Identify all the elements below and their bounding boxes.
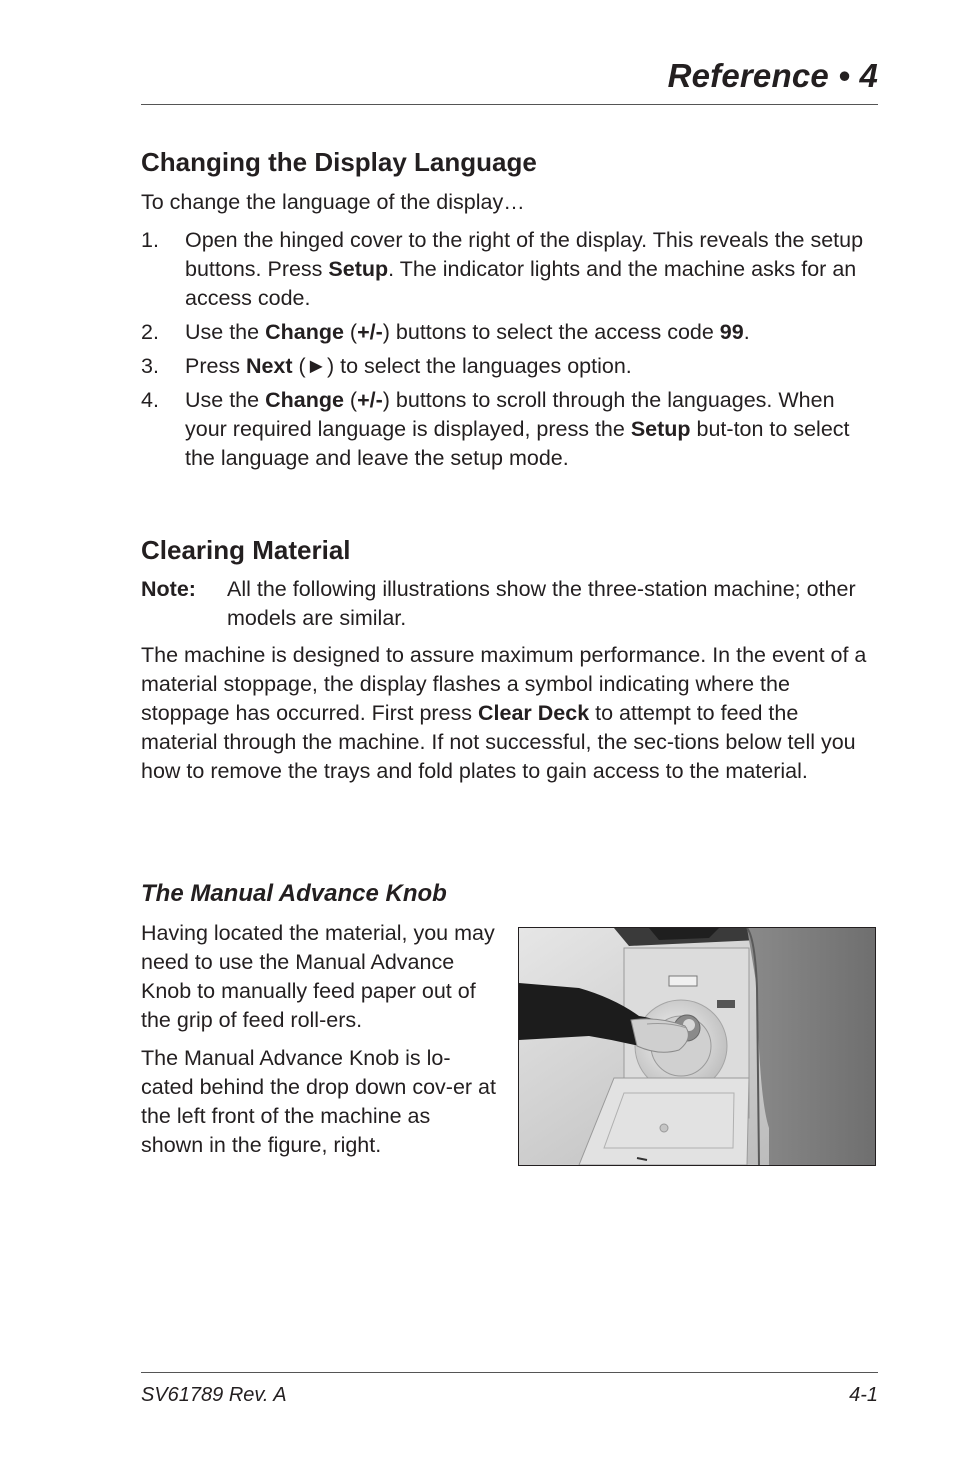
step-text: Open the hinged cover to the right of the display. This reveals the setup buttons. Press xyxy=(185,228,864,281)
section-display-language xyxy=(141,146,878,478)
section-manual-advance-knob xyxy=(141,879,496,1160)
footer-doc-id: SV61789 Rev. A xyxy=(141,1384,287,1406)
note-text: All the following illustrations show the three-station machine; other models are similar. xyxy=(227,577,856,630)
page-header-title: Reference • 4 xyxy=(667,57,878,94)
section-heading: Clearing Material xyxy=(141,535,351,565)
step-number: 1. xyxy=(141,228,159,252)
list-item-step-1 xyxy=(141,226,878,313)
section-heading: Changing the Display Language xyxy=(141,147,537,177)
step-text: . The indicator lights and the machine asks for an access code. xyxy=(185,257,857,310)
step-bold: Change xyxy=(265,320,344,344)
body-paragraph xyxy=(141,641,878,786)
step-bold: +/- xyxy=(357,320,383,344)
step-bold: Change xyxy=(265,388,344,412)
section-clearing-material xyxy=(141,534,878,786)
step-text: (►) to select the languages option. xyxy=(292,354,632,378)
step-text: Press xyxy=(185,354,246,378)
list-item-step-4 xyxy=(141,386,878,473)
step-bold: Next xyxy=(245,354,293,378)
body-text: to attempt to feed the material through the machine. If not successful, the sec-tions below tell you how to remove the trays and fold plates to gain access to the material. xyxy=(141,701,856,783)
figure-manual-advance-knob xyxy=(518,927,876,1166)
step-bold: 99 xyxy=(719,320,744,344)
footer-rule xyxy=(141,1372,878,1373)
machine-illustration xyxy=(519,928,875,1165)
body-bold: Clear Deck xyxy=(478,701,590,725)
step-text: ) buttons to scroll through the languages. When your required language is displayed, press the xyxy=(185,388,835,441)
section-intro: To change the language of the display… xyxy=(141,190,525,214)
step-text: Use the xyxy=(185,388,266,412)
list-item-step-3 xyxy=(141,352,878,381)
note xyxy=(141,575,878,633)
step-text: . xyxy=(743,320,750,344)
step-text: ( xyxy=(343,388,358,412)
body-text: The machine is designed to assure maximum performance. In the event of a material stoppage, the display flashes a symbol indicating where the stoppage has occurred. First press xyxy=(141,643,867,725)
step-bold: Setup xyxy=(630,417,691,441)
body-paragraph: The Manual Advance Knob is lo-cated behind the drop down cov-er at the left front of the machine as shown in the figure, right. xyxy=(141,1046,496,1157)
step-number: 3. xyxy=(141,354,159,378)
list-item-step-2 xyxy=(141,318,878,347)
body-paragraph: Having located the material, you may need to use the Manual Advance Knob to manually feed paper out of the grip of feed roll-ers. xyxy=(141,921,495,1032)
header-rule xyxy=(141,104,878,105)
step-number: 2. xyxy=(141,320,159,344)
step-text: Use the xyxy=(185,320,266,344)
step-bold: Setup xyxy=(328,257,389,281)
footer-page-number: 4-1 xyxy=(849,1384,878,1406)
step-bold: +/- xyxy=(357,388,383,412)
note-label: Note: xyxy=(141,577,196,601)
step-text: ) buttons to select the access code xyxy=(382,320,720,344)
step-text: but-ton to select the language and leave the setup mode. xyxy=(185,417,850,470)
step-number: 4. xyxy=(141,388,159,412)
step-text: ( xyxy=(343,320,358,344)
section-subheading: The Manual Advance Knob xyxy=(141,880,447,907)
